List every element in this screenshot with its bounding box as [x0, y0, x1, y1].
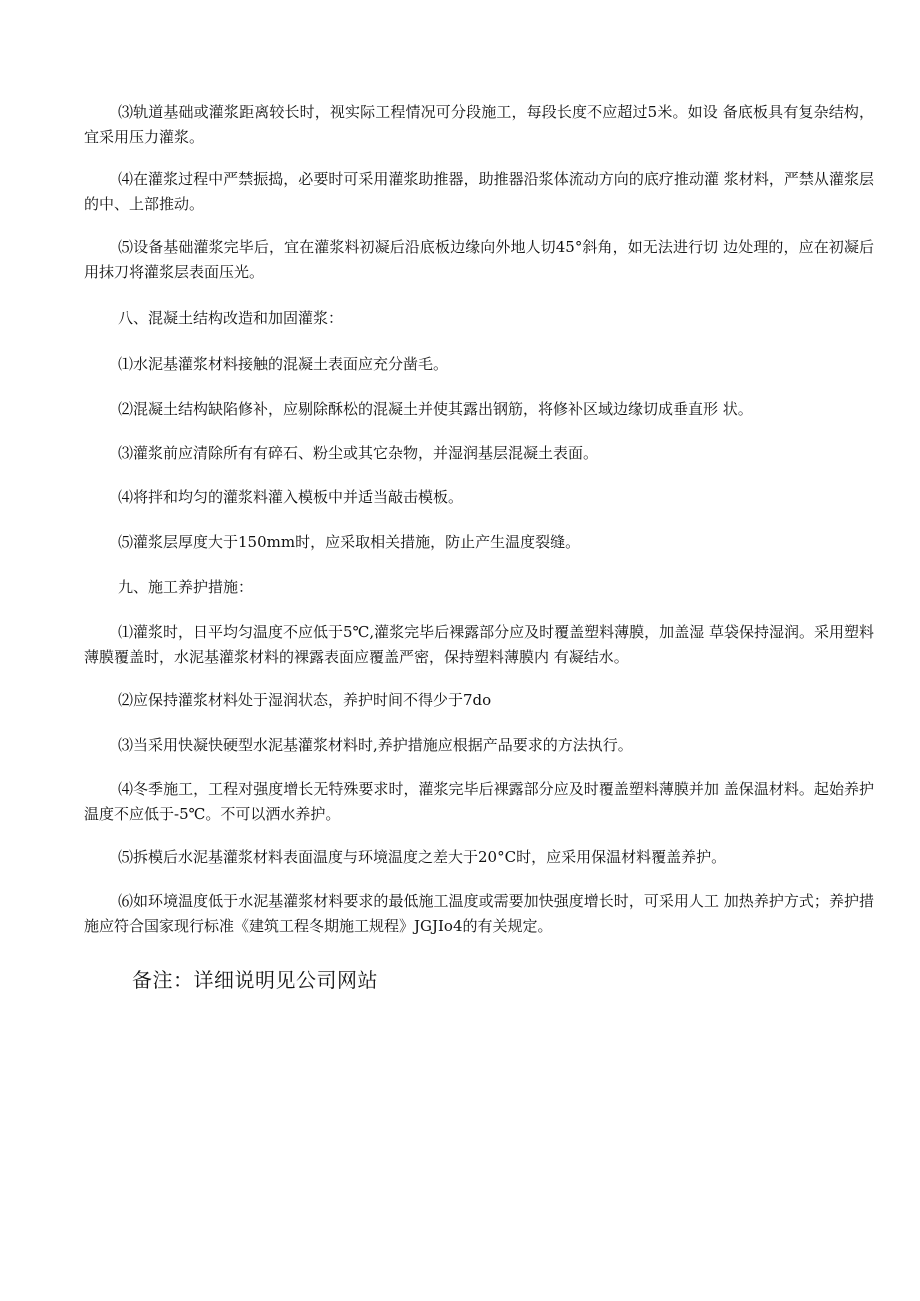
section-9-heading: 九、施工养护措施： — [118, 578, 254, 596]
remark-note: 备注：详细说明见公司网站 — [132, 968, 378, 992]
section-8-heading: 八、混凝土结构改造和加固灌浆： — [118, 309, 344, 327]
section-8-item-5: ⑸灌浆层厚度大于150mm时，应采取相关措施，防止产生温度裂缝。 — [118, 533, 581, 551]
section-9-item-5: ⑸拆模后水泥基灌浆材料表面温度与环境温度之差大于20°C时，应采用保温材料覆盖养护。 — [118, 848, 727, 866]
section-9-item-3: ⑶当采用快凝快硬型水泥基灌浆材料时,养护措施应根据产品要求的方法执行。 — [118, 736, 633, 754]
paragraph-4-no-vibration: ⑷在灌浆过程中严禁振捣，必要时可采用灌浆助推器，助推器沿浆体流动方向的底疗推动灌 浆材料，严禁从灌浆层的中、上部推动。 — [84, 170, 874, 213]
section-8-item-2: ⑵混凝土结构缺陷修补，应剔除酥松的混凝土并使其露出钢筋，将修补区域边缘切成垂直形 状。 — [118, 400, 753, 418]
section-8-item-1: ⑴水泥基灌浆材料接触的混凝土表面应充分凿毛。 — [118, 355, 449, 373]
paragraph-5-bevel-cut: ⑸设备基础灌浆完毕后，宜在灌浆料初凝后沿底板边缘向外地人切45°斜角，如无法进行切 边处理的，应在初凝后用抹刀将灌浆层表面压光。 — [84, 238, 874, 281]
section-8-item-4: ⑷将拌和均匀的灌浆料灌入模板中并适当敲击模板。 — [118, 488, 464, 506]
section-9-item-4: ⑷冬季施工，工程对强度增长无特殊要求时，灌浆完毕后裸露部分应及时覆盖塑料薄膜并加 盖保温材料。起始养护温度不应低于-5℃。不可以洒水养护。 — [84, 780, 874, 823]
section-9-item-2: ⑵应保持灌浆材料处于湿润状态，养护时间不得少于7do — [118, 691, 492, 709]
section-9-item-1: ⑴灌浆时，日平均匀温度不应低于5℃,灌浆完毕后裸露部分应及时覆盖塑料薄膜，加盖湿 草袋保持湿润。采用塑料薄膜覆盖时，水泥基灌浆材料的裸露表面应覆盖严密，保持塑料薄膜内 有凝结水。 — [84, 623, 874, 666]
paragraph-3-rail-grouting: ⑶轨道基础或灌浆距离较长时，视实际工程情况可分段施工，每段长度不应超过5米。如设 备底板具有复杂结构，宜采用压力灌浆。 — [84, 103, 874, 146]
section-9-item-6: ⑹如环境温度低于水泥基灌浆材料要求的最低施工温度或需要加快强度增长时，可采用人工 加热养护方式；养护措施应符合国家现行标准《建筑工程冬期施工规程》JGJIo4的有关规定。 — [84, 892, 874, 935]
section-8-item-3: ⑶灌浆前应清除所有有碎石、粉尘或其它杂物，并湿润基层混凝土表面。 — [118, 444, 599, 462]
